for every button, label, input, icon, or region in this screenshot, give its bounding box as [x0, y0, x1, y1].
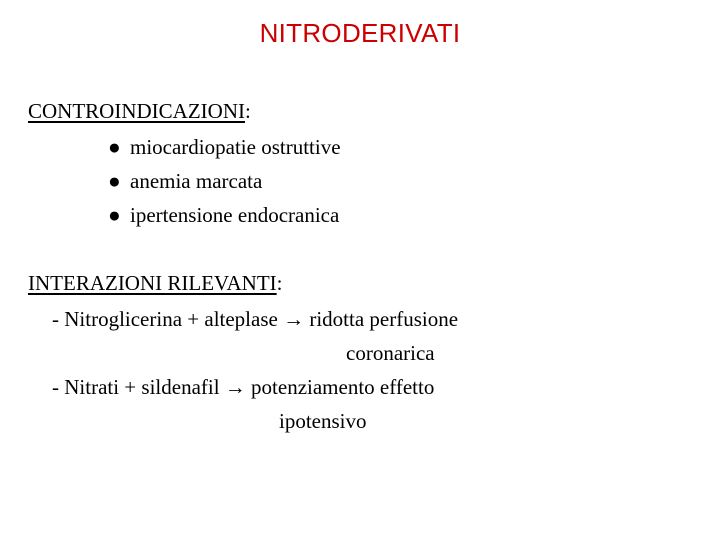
- interactions-heading: [28, 270, 283, 296]
- interaction-item-continuation: ipotensivo: [279, 409, 367, 433]
- bullet-icon: ●: [108, 169, 121, 193]
- interactions-colon: :: [276, 271, 283, 295]
- contraindications-heading-text: CONTROINDICAZIONI: [28, 99, 245, 123]
- contraindications-colon: :: [244, 99, 251, 123]
- interaction-item-line: - Nitroglicerina + alteplase → ridotta perfusione: [52, 307, 459, 331]
- interaction-item-line: - Nitrati + sildenafil → potenziamento effetto: [52, 375, 435, 399]
- contraindication-item: [108, 168, 262, 194]
- bullet-icon: ●: [108, 203, 121, 227]
- contraindication-item: [108, 134, 341, 160]
- contraindication-item: [108, 202, 339, 228]
- interaction-item-continuation: coronarica: [346, 341, 435, 365]
- contraindications-heading: [28, 98, 251, 124]
- contraindication-item-text: miocardiopatie ostruttive: [130, 135, 341, 159]
- interactions-heading-text: INTERAZIONI RILEVANTI: [28, 271, 277, 295]
- bullet-icon: ●: [108, 135, 121, 159]
- contraindication-item-text: ipertensione endocranica: [130, 203, 340, 227]
- contraindication-item-text: anemia marcata: [130, 169, 263, 193]
- page-title: NITRODERIVATI: [259, 18, 461, 48]
